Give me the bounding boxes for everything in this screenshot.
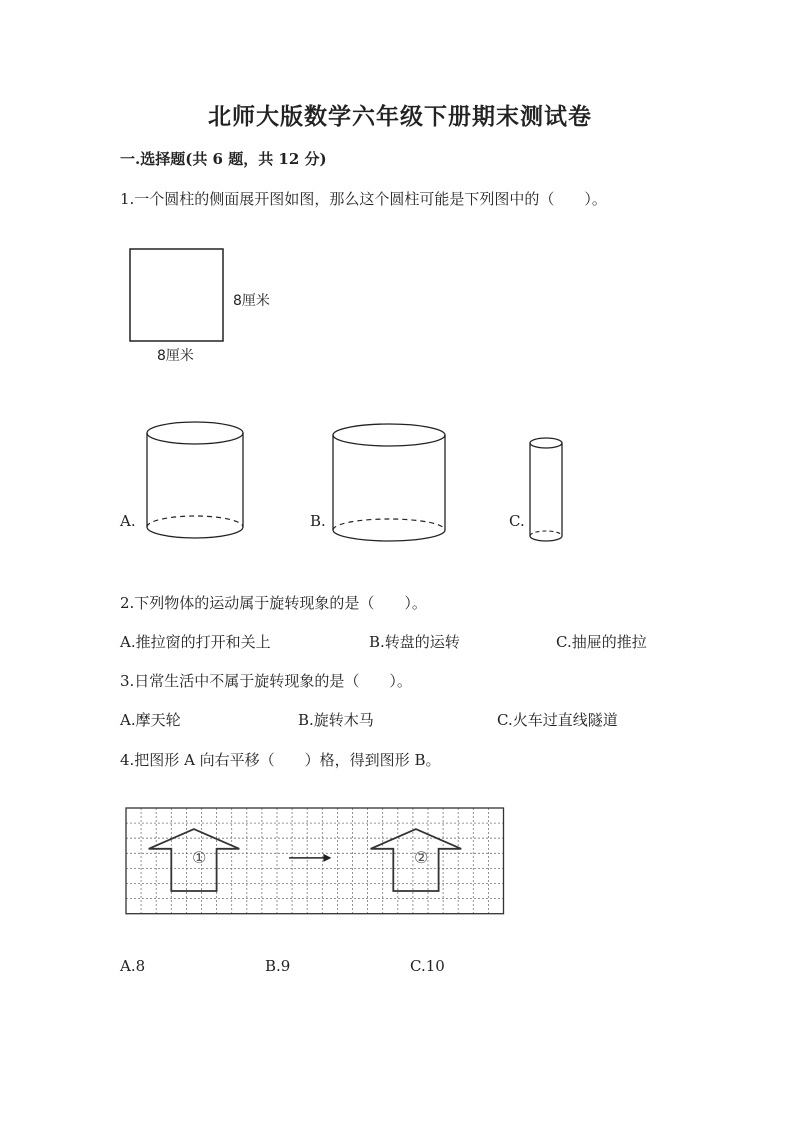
question-1-option-a[interactable]: A.: [120, 512, 136, 530]
question-3-option-a[interactable]: A.摩天轮: [120, 711, 181, 729]
cylinder-b: [333, 424, 445, 541]
question-3-option-b[interactable]: B.旋转木马: [298, 711, 374, 729]
page-title: 北师大版数学六年级下册期末测试卷: [208, 103, 592, 130]
question-2-option-b[interactable]: B.转盘的运转: [369, 633, 460, 651]
question-4-option-c[interactable]: C.10: [410, 957, 445, 975]
question-4-stem: 4.把图形 A 向右平移（ ）格，得到图形 B。: [120, 751, 441, 769]
question-4-option-a[interactable]: A.8: [120, 957, 146, 975]
grid-border: [126, 808, 504, 914]
question-2-option-a[interactable]: A.推拉窗的打开和关上: [120, 633, 271, 651]
square-side-label: 8厘米: [233, 293, 270, 309]
question-1-option-c[interactable]: C.: [509, 512, 525, 530]
question-1-option-b[interactable]: B.: [310, 512, 326, 530]
question-4-option-b[interactable]: B.9: [265, 957, 291, 975]
cylinder-a: [147, 422, 243, 538]
question-2-stem: 2.下列物体的运动属于旋转现象的是（ ）。: [120, 594, 427, 612]
square-bottom-label: 8厘米: [157, 348, 194, 364]
question-3-option-c[interactable]: C.火车过直线隧道: [497, 711, 618, 729]
question-3-stem: 3.日常生活中不属于旋转现象的是（ ）。: [120, 672, 412, 690]
unfolded-square: [130, 249, 223, 341]
question-2-option-c[interactable]: C.抽屉的推拉: [556, 633, 647, 651]
cylinder-c: [530, 438, 562, 541]
translation-arrow-head: [323, 854, 331, 862]
section-header: 一.选择题(共 6 题，共 12 分): [120, 150, 327, 168]
question-1-stem: 1.一个圆柱的侧面展开图如图，那么这个圆柱可能是下列图中的（ ）。: [120, 190, 607, 208]
shape-a-label: ①: [192, 848, 207, 867]
translation-grid: [126, 808, 504, 914]
shape-b-label: ②: [414, 848, 429, 867]
